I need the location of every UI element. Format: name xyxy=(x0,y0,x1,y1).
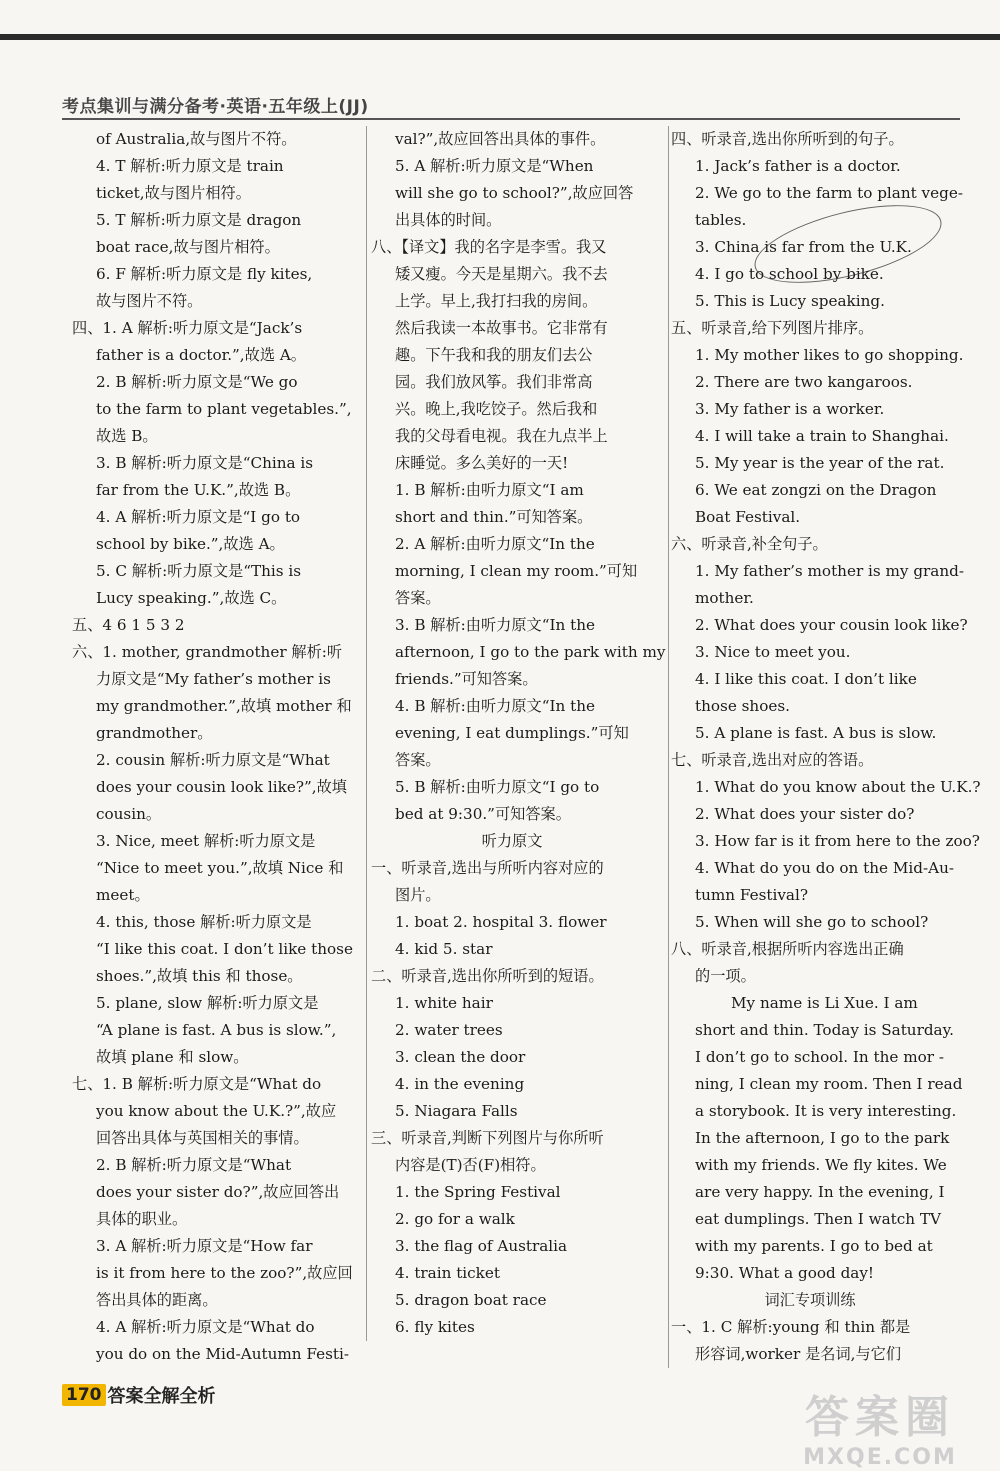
col1-line: boat race,故与图片相符。 xyxy=(96,238,280,256)
col2-line: 听力原文 xyxy=(481,832,543,850)
col3-line: 四、听录音,选出你所听到的句子。 xyxy=(671,130,904,148)
page-footer xyxy=(62,1382,216,1408)
col1-line: 3. A 解析:听力原文是“How far xyxy=(96,1237,313,1255)
col2-line: 答案。 xyxy=(395,589,441,607)
watermark-url: MXQE.COM xyxy=(803,1445,957,1470)
col2-line: 2. A 解析:由听力原文“In the xyxy=(395,535,595,553)
col1-line: grandmother。 xyxy=(96,724,213,742)
col2-line: 园。我们放风筝。我们非常高 xyxy=(395,373,593,391)
col2-line: 一、听录音,选出与所听内容对应的 xyxy=(371,859,604,877)
col2-line: val?”,故应回答出具体的事件。 xyxy=(395,130,606,148)
col1-line: meet。 xyxy=(96,886,150,904)
col1-line: cousin。 xyxy=(96,805,162,823)
col2-line: 5. Niagara Falls xyxy=(395,1102,518,1120)
col3-line: 词汇专项训练 xyxy=(764,1291,856,1309)
col1-line: 5. T 解析:听力原文是 dragon xyxy=(96,211,302,229)
col1-line: 6. F 解析:听力原文是 fly kites, xyxy=(96,265,313,283)
col2-line: 趣。下午我和我的朋友们去公 xyxy=(395,346,593,364)
col3-line: short and thin. Today is Saturday. xyxy=(695,1021,955,1039)
col2-line: afternoon, I go to the park with my xyxy=(395,643,666,661)
col1-line: you do on the Mid-Autumn Festi- xyxy=(96,1345,349,1363)
col1-line: “I like this coat. I don’t like those xyxy=(96,940,353,958)
col2-line: 4. train ticket xyxy=(395,1264,500,1282)
col3-line: 4. What do you do on the Mid-Au- xyxy=(695,859,955,877)
col2-line: bed at 9:30.”可知答案。 xyxy=(395,805,571,823)
col3-line: a storybook. It is very interesting. xyxy=(695,1102,957,1120)
col2-line: 兴。晚上,我吃饺子。然后我和 xyxy=(395,400,598,418)
col3-line: 3. My father is a worker. xyxy=(695,400,885,418)
col3-line: with my friends. We fly kites. We xyxy=(695,1156,947,1174)
col2-line: 4. kid 5. star xyxy=(395,940,493,958)
top-rule xyxy=(0,34,1000,40)
col1-line: 故与图片不符。 xyxy=(96,292,203,310)
col3-line: My name is Li Xue. I am xyxy=(731,994,918,1012)
col3-line: Boat Festival. xyxy=(695,508,801,526)
col3-line: 3. China is far from the U.K. xyxy=(695,238,912,256)
col3-line: 4. I will take a train to Shanghai. xyxy=(695,427,949,445)
col3-line: In the afternoon, I go to the park xyxy=(695,1129,950,1147)
col2-line: 3. B 解析:由听力原文“In the xyxy=(395,616,595,634)
col3-line: those shoes. xyxy=(695,697,790,715)
col2-line: 2. water trees xyxy=(395,1021,503,1039)
col1-line: my grandmother.”,故填 mother 和 xyxy=(96,697,352,715)
col3-line: 一、1. C 解析:young 和 thin 都是 xyxy=(671,1318,911,1336)
col2-line: short and thin.”可知答案。 xyxy=(395,508,593,526)
col1-line: far from the U.K.”,故选 B。 xyxy=(96,481,301,499)
col1-line: does your sister do?”,故应回答出 xyxy=(96,1183,340,1201)
col3-line: tumn Festival? xyxy=(695,886,808,904)
page-number: 170 xyxy=(62,1384,106,1406)
col3-line: eat dumplings. Then I watch TV xyxy=(695,1210,941,1228)
col1-line: shoes.”,故填 this 和 those。 xyxy=(96,967,303,985)
col1-line: “Nice to meet you.”,故填 Nice 和 xyxy=(96,859,344,877)
col1-line: 六、1. mother, grandmother 解析:听 xyxy=(72,643,343,661)
col2-line: 我的父母看电视。我在九点半上 xyxy=(395,427,608,445)
col3-line: 9:30. What a good day! xyxy=(695,1264,875,1282)
col3-line: 2. What does your cousin look like? xyxy=(695,616,968,634)
col2-line: 3. the flag of Australia xyxy=(395,1237,568,1255)
col1-line: “A plane is fast. A bus is slow.”, xyxy=(96,1021,337,1039)
col3-line: 6. We eat zongzi on the Dragon xyxy=(695,481,937,499)
col1-line: ticket,故与图片相符。 xyxy=(96,184,251,202)
col3-line: ning, I clean my room. Then I read xyxy=(695,1075,963,1093)
column-left xyxy=(72,126,353,1368)
col3-line: are very happy. In the evening, I xyxy=(695,1183,945,1201)
col3-line: 2. There are two kangaroos. xyxy=(695,373,913,391)
col2-line: 矮又瘦。今天是星期六。我不去 xyxy=(395,265,608,283)
col2-line: 1. B 解析:由听力原文“I am xyxy=(395,481,584,499)
col2-line: 1. white hair xyxy=(395,994,493,1012)
col2-line: 图片。 xyxy=(395,886,441,904)
col1-line: 七、1. B 解析:听力原文是“What do xyxy=(72,1075,322,1093)
col3-line: 2. We go to the farm to plant vege- xyxy=(695,184,963,202)
col2-line: 4. B 解析:由听力原文“In the xyxy=(395,697,595,715)
col1-line: 4. A 解析:听力原文是“I go to xyxy=(96,508,301,526)
col2-line: 3. clean the door xyxy=(395,1048,526,1066)
col2-line: 答案。 xyxy=(395,751,441,769)
col2-line: 然后我读一本故事书。它非常有 xyxy=(395,319,608,337)
col3-line: 5. When will she go to school? xyxy=(695,913,929,931)
col3-line: 1. What do you know about the U.K.? xyxy=(695,778,981,796)
col2-line: 三、听录音,判断下列图片与你所听 xyxy=(371,1129,604,1147)
col1-line: you know about the U.K.?”,故应 xyxy=(96,1102,337,1120)
header-rule xyxy=(62,118,960,120)
col2-line: 2. go for a walk xyxy=(395,1210,515,1228)
col1-line: 5. C 解析:听力原文是“This is xyxy=(96,562,302,580)
col3-line: 形容词,worker 是名词,与它们 xyxy=(695,1345,902,1363)
col2-line: 1. the Spring Festival xyxy=(395,1183,561,1201)
col2-line: 八、【译文】我的名字是李雪。我又 xyxy=(371,238,607,256)
col3-line: I don’t go to school. In the mor - xyxy=(695,1048,944,1066)
col2-line: 5. dragon boat race xyxy=(395,1291,547,1309)
col2-line: 出具体的时间。 xyxy=(395,211,502,229)
col3-line: 的一项。 xyxy=(695,967,756,985)
col1-line: of Australia,故与图片不符。 xyxy=(96,130,297,148)
col2-line: 1. boat 2. hospital 3. flower xyxy=(395,913,607,931)
col1-line: does your cousin look like?”,故填 xyxy=(96,778,347,796)
col1-line: 2. cousin 解析:听力原文是“What xyxy=(96,751,330,769)
col3-line: 5. A plane is fast. A bus is slow. xyxy=(695,724,937,742)
col3-line: mother. xyxy=(695,589,754,607)
col2-line: 5. B 解析:由听力原文“I go to xyxy=(395,778,600,796)
col1-line: 5. plane, slow 解析:听力原文是 xyxy=(96,994,319,1012)
column-right xyxy=(668,126,981,1368)
col2-line: 二、听录音,选出你所听到的短语。 xyxy=(371,967,604,985)
col2-line: morning, I clean my room.”可知 xyxy=(395,562,638,580)
col1-line: 故填 plane 和 slow。 xyxy=(96,1048,249,1066)
watermark-text: 答案圈 xyxy=(805,1392,955,1443)
col3-line: 六、听录音,补全句子。 xyxy=(671,535,828,553)
col1-line: 回答出具体与英国相关的事情。 xyxy=(96,1129,309,1147)
col1-line: 4. A 解析:听力原文是“What do xyxy=(96,1318,315,1336)
col3-line: 3. How far is it from here to the zoo? xyxy=(695,832,980,850)
col2-line: evening, I eat dumplings.”可知 xyxy=(395,724,629,742)
col2-line: 4. in the evening xyxy=(395,1075,525,1093)
col1-line: 2. B 解析:听力原文是“What xyxy=(96,1156,292,1174)
footer-label: 答案全解全析 xyxy=(107,1386,216,1407)
col1-line: is it from here to the zoo?”,故应回 xyxy=(96,1264,353,1282)
col1-line: father is a doctor.”,故选 A。 xyxy=(96,346,306,364)
col1-line: 3. B 解析:听力原文是“China is xyxy=(96,454,314,472)
col3-line: 1. Jack’s father is a doctor. xyxy=(695,157,901,175)
col1-line: school by bike.”,故选 A。 xyxy=(96,535,285,553)
col1-line: 3. Nice, meet 解析:听力原文是 xyxy=(96,832,316,850)
col1-line: Lucy speaking.”,故选 C。 xyxy=(96,589,287,607)
col1-line: 2. B 解析:听力原文是“We go xyxy=(96,373,298,391)
col1-line: 4. this, those 解析:听力原文是 xyxy=(96,913,312,931)
col3-line: 1. My father’s mother is my grand- xyxy=(695,562,964,580)
col2-line: 床睡觉。多么美好的一天! xyxy=(395,454,569,472)
col1-line: 五、4 6 1 5 3 2 xyxy=(72,616,185,634)
col2-line: will she go to school?”,故应回答 xyxy=(395,184,634,202)
col1-line: 4. T 解析:听力原文是 train xyxy=(96,157,284,175)
col3-line: 八、听录音,根据所听内容选出正确 xyxy=(671,940,904,958)
col1-line: 四、1. A 解析:听力原文是“Jack’s xyxy=(72,319,303,337)
col1-line: 故选 B。 xyxy=(96,427,158,445)
col2-line: 上学。早上,我打扫我的房间。 xyxy=(395,292,598,310)
col1-line: 具体的职业。 xyxy=(96,1210,188,1228)
col3-line: 1. My mother likes to go shopping. xyxy=(695,346,964,364)
col1-line: 答出具体的距离。 xyxy=(96,1291,218,1309)
col3-line: 七、听录音,选出对应的答语。 xyxy=(671,751,874,769)
col1-line: to the farm to plant vegetables.”, xyxy=(96,400,352,418)
col3-line: 4. I like this coat. I don’t like xyxy=(695,670,917,688)
col2-line: 内容是(T)否(F)相符。 xyxy=(395,1156,546,1174)
col3-line: tables. xyxy=(695,211,747,229)
col3-line: 5. This is Lucy speaking. xyxy=(695,292,885,310)
column-middle xyxy=(366,126,666,1341)
running-header: 考点集训与满分备考·英语·五年级上(JJ) xyxy=(62,97,369,117)
col2-line: 6. fly kites xyxy=(395,1318,475,1336)
col3-line: 5. My year is the year of the rat. xyxy=(695,454,945,472)
col1-line: 力原文是“My father’s mother is xyxy=(96,670,331,688)
col3-line: 3. Nice to meet you. xyxy=(695,643,851,661)
col3-line: with my parents. I go to bed at xyxy=(695,1237,933,1255)
col3-line: 2. What does your sister do? xyxy=(695,805,915,823)
col2-line: friends.”可知答案。 xyxy=(395,670,538,688)
col2-line: 5. A 解析:听力原文是“When xyxy=(395,157,594,175)
watermark-logo xyxy=(770,1381,990,1470)
col3-line: 五、听录音,给下列图片排序。 xyxy=(671,319,874,337)
col3-line: 4. I go to school by bike. xyxy=(695,265,884,283)
